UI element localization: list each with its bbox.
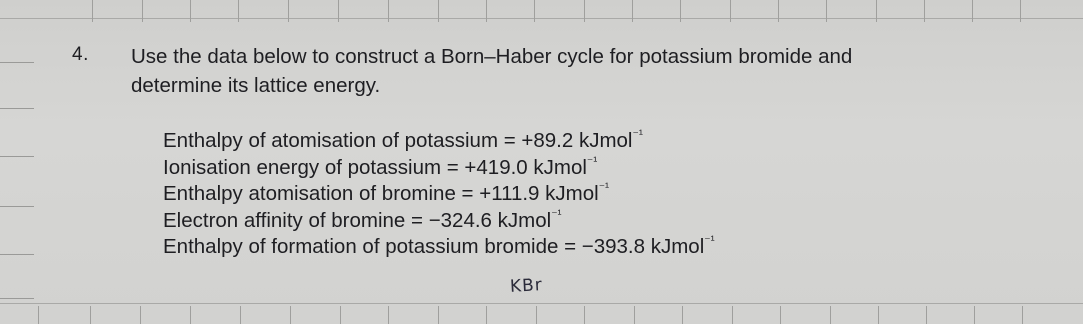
data-item-text: Enthalpy of formation of potassium bromide = −393.8 kJmol xyxy=(163,235,705,258)
tick xyxy=(972,0,973,22)
data-item-text: Electron affinity of bromine = −324.6 kJmol xyxy=(163,208,552,232)
tick xyxy=(290,306,291,324)
margin-mark xyxy=(0,62,34,63)
tick xyxy=(140,306,141,324)
tick xyxy=(340,306,341,324)
margin-mark xyxy=(0,254,34,255)
question-stem-line-2: determine its lattice energy. xyxy=(131,74,381,97)
margin-mark xyxy=(0,298,34,299)
tick xyxy=(240,306,241,324)
question-stem-line-1: Use the data below to construct a Born–Haber cycle for potassium bromide and xyxy=(131,45,853,68)
question-number: 4. xyxy=(72,44,89,65)
tick xyxy=(584,306,585,324)
tick xyxy=(924,0,925,22)
tick xyxy=(388,306,389,324)
tick xyxy=(584,0,585,22)
tick xyxy=(288,0,289,22)
tick xyxy=(534,0,535,22)
tick xyxy=(876,0,877,22)
tick xyxy=(634,306,635,324)
tick xyxy=(238,0,239,22)
tick xyxy=(486,0,487,22)
tick xyxy=(142,0,143,22)
handwritten-note: KBr xyxy=(509,275,544,297)
tick xyxy=(1020,0,1021,22)
tick xyxy=(438,306,439,324)
unit-superscript: ⁻¹ xyxy=(632,127,643,141)
tick xyxy=(338,0,339,22)
data-item-formation-potassium-bromide xyxy=(163,234,715,261)
tick xyxy=(680,0,681,22)
tick xyxy=(486,306,487,324)
question-stem xyxy=(131,42,1051,100)
tick xyxy=(438,0,439,22)
margin-mark xyxy=(0,108,34,109)
tick xyxy=(974,306,975,324)
data-item-text: Ionisation energy of potassium = +419.0 kJmol xyxy=(163,155,587,179)
tick xyxy=(90,306,91,324)
thermochemical-data-list xyxy=(163,128,715,261)
margin-mark xyxy=(0,156,34,157)
data-item-ionisation-potassium xyxy=(163,155,715,182)
top-rule xyxy=(0,18,1083,19)
tick xyxy=(632,0,633,22)
tick xyxy=(190,0,191,22)
unit-superscript: ⁻¹ xyxy=(598,180,610,194)
data-item-text: Enthalpy atomisation of bromine = +111.9 kJmol xyxy=(163,182,599,205)
margin-mark xyxy=(0,206,34,207)
tick xyxy=(38,306,39,324)
tick xyxy=(778,0,779,22)
unit-superscript: ⁻¹ xyxy=(704,233,715,247)
tick xyxy=(682,306,683,324)
data-item-text: Enthalpy of atomisation of potassium = +89.2 kJmol xyxy=(163,129,633,152)
tick xyxy=(536,306,537,324)
data-item-electron-affinity-bromine xyxy=(163,208,715,235)
tick xyxy=(190,306,191,324)
data-item-atomisation-potassium xyxy=(163,128,715,155)
tick xyxy=(730,0,731,22)
tick xyxy=(1022,306,1023,324)
tick xyxy=(92,0,93,22)
bottom-rule xyxy=(0,303,1083,304)
data-item-atomisation-bromine xyxy=(163,181,715,208)
tick xyxy=(878,306,879,324)
tick xyxy=(826,0,827,22)
tick xyxy=(780,306,781,324)
tick xyxy=(926,306,927,324)
tick xyxy=(388,0,389,22)
tick xyxy=(830,306,831,324)
unit-superscript: ⁻¹ xyxy=(551,206,562,221)
unit-superscript: ⁻¹ xyxy=(586,153,598,168)
tick xyxy=(732,306,733,324)
